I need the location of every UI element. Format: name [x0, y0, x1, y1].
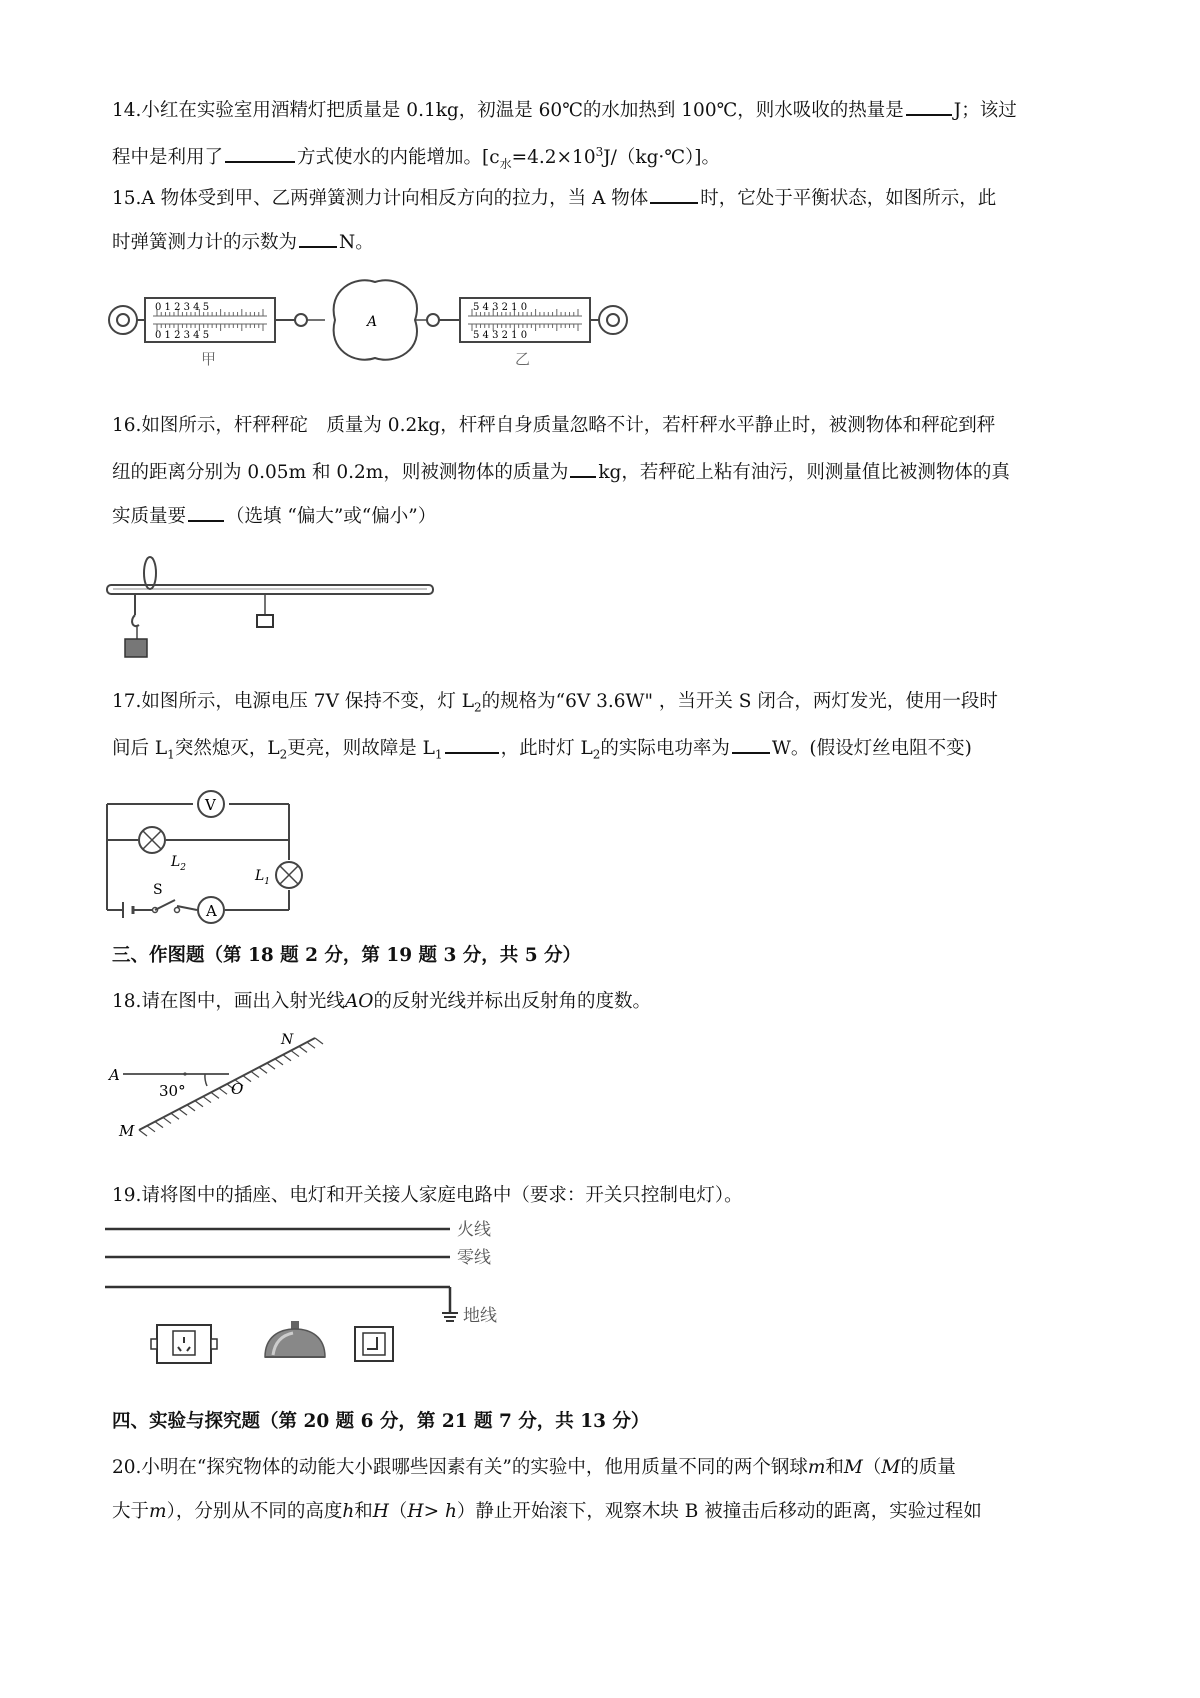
- q15-line2: 时弹簧测力计的示数为 N。: [112, 228, 374, 255]
- label-ground-wire: 地线: [463, 1306, 497, 1326]
- answer-blank[interactable]: [299, 228, 337, 248]
- answer-blank[interactable]: [650, 184, 698, 204]
- q14-line1: 14.小红在实验室用酒精灯把质量是 0.1kg，初温是 60℃的水加热到 100℃，则水吸收的热量是 J；该过: [112, 96, 1017, 123]
- q16-line3: 实质量要 （选填 “偏大”或“偏小”）: [112, 502, 436, 529]
- answer-blank[interactable]: [906, 96, 952, 116]
- ammeter-label: A: [206, 902, 217, 920]
- label-live-wire: 火线: [457, 1220, 491, 1240]
- q14-line2: 程中是利用了 方式使水的内能增加。$[c_水=4.2\times 10^3J/(kg\cdot℃)]$。: [112, 145, 720, 171]
- q18-text: 18.请在图中，画出入射光线AO的反射光线并标出反射角的度数。: [112, 991, 651, 1012]
- q16-line1: 16.如图所示，杆秤秤砣 质量为 0.2kg，杆秤自身质量忽略不计，若杆秤水平静止时，被测物体和秤砣到秤: [112, 415, 996, 436]
- answer-blank[interactable]: [225, 143, 295, 163]
- q16-line2: 纽的距离分别为 0.05m 和 0.2m，则被测物体的质量为 kg，若秤砣上粘有油污，则测量值比被测物体的真: [112, 458, 1010, 485]
- hook: [132, 615, 139, 626]
- wall-switch: [355, 1327, 393, 1361]
- steelyard-figure: [105, 555, 445, 665]
- switch-label: S: [153, 882, 163, 898]
- q17-line1: 17.如图所示，电源电压 7V 保持不变，灯 $L_2$的规格为“6V 3.6W" ，当开关 S 闭合，两灯发光，使用一段时: [112, 691, 998, 715]
- answer-blank[interactable]: [570, 458, 596, 478]
- answer-blank[interactable]: [188, 502, 224, 522]
- label-neutral-wire: 零线: [457, 1248, 491, 1268]
- voltmeter-label: V: [205, 796, 216, 814]
- answer-blank[interactable]: [445, 734, 499, 754]
- object-a-label: A: [367, 314, 378, 330]
- counterweight: [257, 615, 273, 627]
- lamp-l1-label: $L_1$: [255, 868, 271, 887]
- lamp: [265, 1321, 325, 1357]
- angle-label: 30°: [159, 1082, 186, 1100]
- circuit-figure: [105, 782, 295, 922]
- section-3-heading: 三、作图题（第 18 题 2 分，第 19 题 3 分，共 5 分）: [112, 945, 582, 966]
- q17-line2: 间后 $L_1$突然熄灭，$L_2$更亮，则故障是 $L_1$ ，此时灯 $L_2$的实际电功率为 W。(假设灯丝电阻不变): [112, 734, 972, 767]
- section-4-heading: 四、实验与探究题（第 20 题 6 分，第 21 题 7 分，共 13 分）: [112, 1411, 650, 1432]
- label-jia: 甲: [201, 350, 217, 368]
- spring-scale-figure: [105, 280, 645, 380]
- label-yi: 乙: [515, 350, 531, 368]
- scale-numbers-jia-bottom: 0 1 2 3 4 5: [155, 330, 210, 341]
- answer-blank[interactable]: [732, 734, 770, 754]
- label-a: A: [109, 1066, 120, 1084]
- lamp-l2-label: $L_2$: [171, 854, 187, 873]
- scale-numbers-jia-top: 0 1 2 3 4 5: [155, 302, 210, 313]
- label-o: O: [231, 1080, 244, 1098]
- household-circuit-figure: [105, 1220, 505, 1375]
- q19-text: 19.请将图中的插座、电灯和开关接人家庭电路中（要求：开关只控制电灯）。: [112, 1185, 743, 1206]
- label-n: N: [281, 1032, 294, 1048]
- scale-numbers-yi-top: 5 4 3 2 1 0: [473, 302, 528, 313]
- socket: [151, 1325, 217, 1363]
- label-m: M: [119, 1122, 135, 1140]
- mirror-figure: [105, 1030, 335, 1140]
- q20-line1: 20.小明在“探究物体的动能大小跟哪些因素有关”的实验中，他用质量不同的两个钢球m和M（M的质量: [112, 1457, 956, 1478]
- q20-line2: 大于m），分别从不同的高度h和H（H> h）静止开始滚下，观察木块 B 被撞击后移动的距离，实验过程如: [112, 1501, 982, 1522]
- q15-line1: 15.A 物体受到甲、乙两弹簧测力计向相反方向的拉力，当 A 物体 时，它处于平衡状态，如图所示，此: [112, 184, 996, 211]
- scale-numbers-yi-bottom: 5 4 3 2 1 0: [473, 330, 528, 341]
- measured-object: [125, 639, 147, 657]
